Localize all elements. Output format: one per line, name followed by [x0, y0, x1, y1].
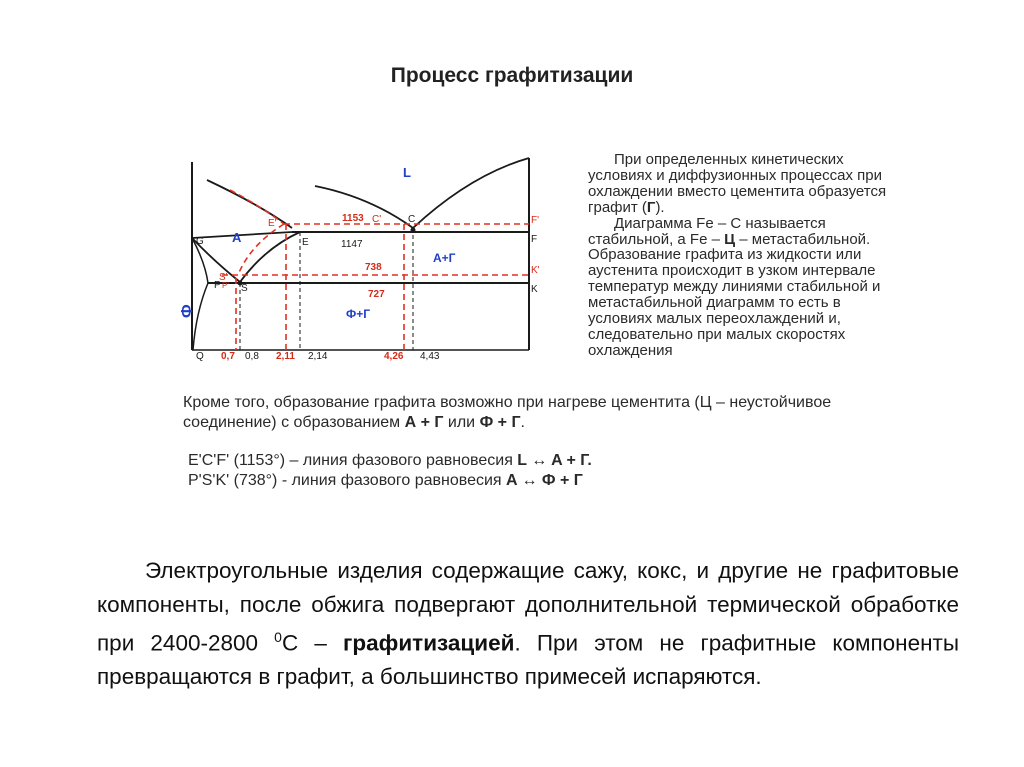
point-label-p-prime: P': [222, 281, 229, 290]
x-tick-0-7: 0,7: [221, 351, 235, 362]
liquidus-right: [315, 186, 416, 228]
point-label-f-prime: F': [531, 215, 540, 226]
eq2-bold: A ↔ Ф + Г: [506, 472, 583, 489]
point-label-p: P: [214, 280, 221, 291]
x-tick-2-11: 2,11: [276, 351, 295, 362]
point-label-s: S: [241, 283, 248, 294]
region-label-a-g: A+Г: [433, 251, 456, 265]
point-label-k-prime: K': [531, 265, 540, 276]
point-label-g: G: [196, 236, 204, 247]
side-p1-bold: Г: [646, 198, 656, 216]
note-bold-a: А + Г: [404, 414, 444, 431]
point-label-e-prime: E': [268, 218, 277, 229]
main-paragraph-text: [97, 554, 959, 694]
temp-label-727: 727: [368, 289, 385, 300]
region-label-a: A: [232, 230, 242, 245]
side-description: [588, 152, 908, 359]
liquidus-c-right: [413, 158, 529, 228]
region-label-ferrite: Ф: [179, 304, 196, 318]
main-text-part1: Электроугольные изделия содержащие сажу, кокс, и другие не графитовые компоненты, после обжига подвергают дополнительной термической обработке при 2400-2800: [97, 558, 959, 656]
eq1-bold: L ↔ A + Г.: [517, 452, 592, 469]
liquidus-left: [207, 180, 292, 228]
temp-label-1147: 1147: [341, 239, 363, 250]
point-label-q: Q: [196, 351, 204, 362]
note-paragraph: [183, 393, 883, 433]
equation-line-1: [188, 452, 788, 470]
x-tick-0-8: 0,8: [245, 351, 259, 362]
main-text-bold: графитизацией: [343, 630, 515, 656]
region-label-l: L: [403, 165, 411, 180]
note-text-c: .: [520, 414, 525, 431]
point-label-c: C: [408, 214, 416, 225]
side-paragraph-2: [588, 216, 908, 359]
side-p2-text-b: – метастабильной. Образование графита из жидкости или аустенита происходит в узком интервале температур между линиями стабильной и метастабильной диаграмм то есть в условиях малых переохлаждений и, следовательно при малых скоростях охлаждения: [588, 230, 881, 359]
equation-line-2: [188, 472, 788, 490]
solidus-ae: [192, 232, 292, 238]
side-p2-text-a: Диаграмма Fe – C называется стабильной, а Fe –: [588, 214, 826, 248]
red-acm: [238, 224, 284, 275]
x-tick-4-26: 4,26: [384, 351, 404, 362]
side-paragraph-1: [588, 152, 908, 216]
main-text-part3: . При этом не графитные компоненты превращаются в графит, а большинство примесей испаряются.: [97, 630, 960, 690]
point-label-s-prime: S': [219, 272, 228, 283]
note-text-b: или: [443, 414, 480, 431]
note-bold-b: Ф + Г: [479, 414, 521, 431]
point-c: [411, 228, 416, 233]
x-tick-4-43: 4,43: [420, 351, 440, 362]
point-label-c-prime: C': [372, 214, 382, 225]
note-text-a: Кроме того, образование графита возможно при нагреве цементита (Ц – неустойчивое соединение) с образованием: [183, 394, 832, 431]
temp-label-1153: 1153: [342, 213, 364, 224]
eq2-text: P'S'K' (738°) - линия фазового равновесия: [188, 472, 507, 489]
main-text-sup: 0: [274, 629, 282, 646]
region-label-f-g: Ф+Г: [346, 307, 371, 321]
main-paragraph: [97, 554, 959, 694]
side-p1-text: При определенных кинетических условиях и диффузионных процессах при охлаждении вместо цементита образуется графит (: [588, 151, 887, 216]
acm-line: [240, 232, 300, 282]
x-tick-2-14: 2,14: [308, 351, 328, 362]
point-label-e: E: [302, 237, 309, 248]
eq1-text: E'C'F' (1153°) – линия фазового равновесия: [188, 452, 518, 469]
temp-label-738: 738: [365, 262, 382, 273]
side-p1-end: ).: [655, 198, 665, 216]
page-title: Процесс графитизации: [390, 64, 634, 87]
point-label-k: K: [531, 284, 538, 295]
point-label-f: F: [531, 234, 538, 245]
side-p2-bold: Ц: [724, 230, 736, 248]
main-text-part2: С –: [281, 630, 344, 656]
